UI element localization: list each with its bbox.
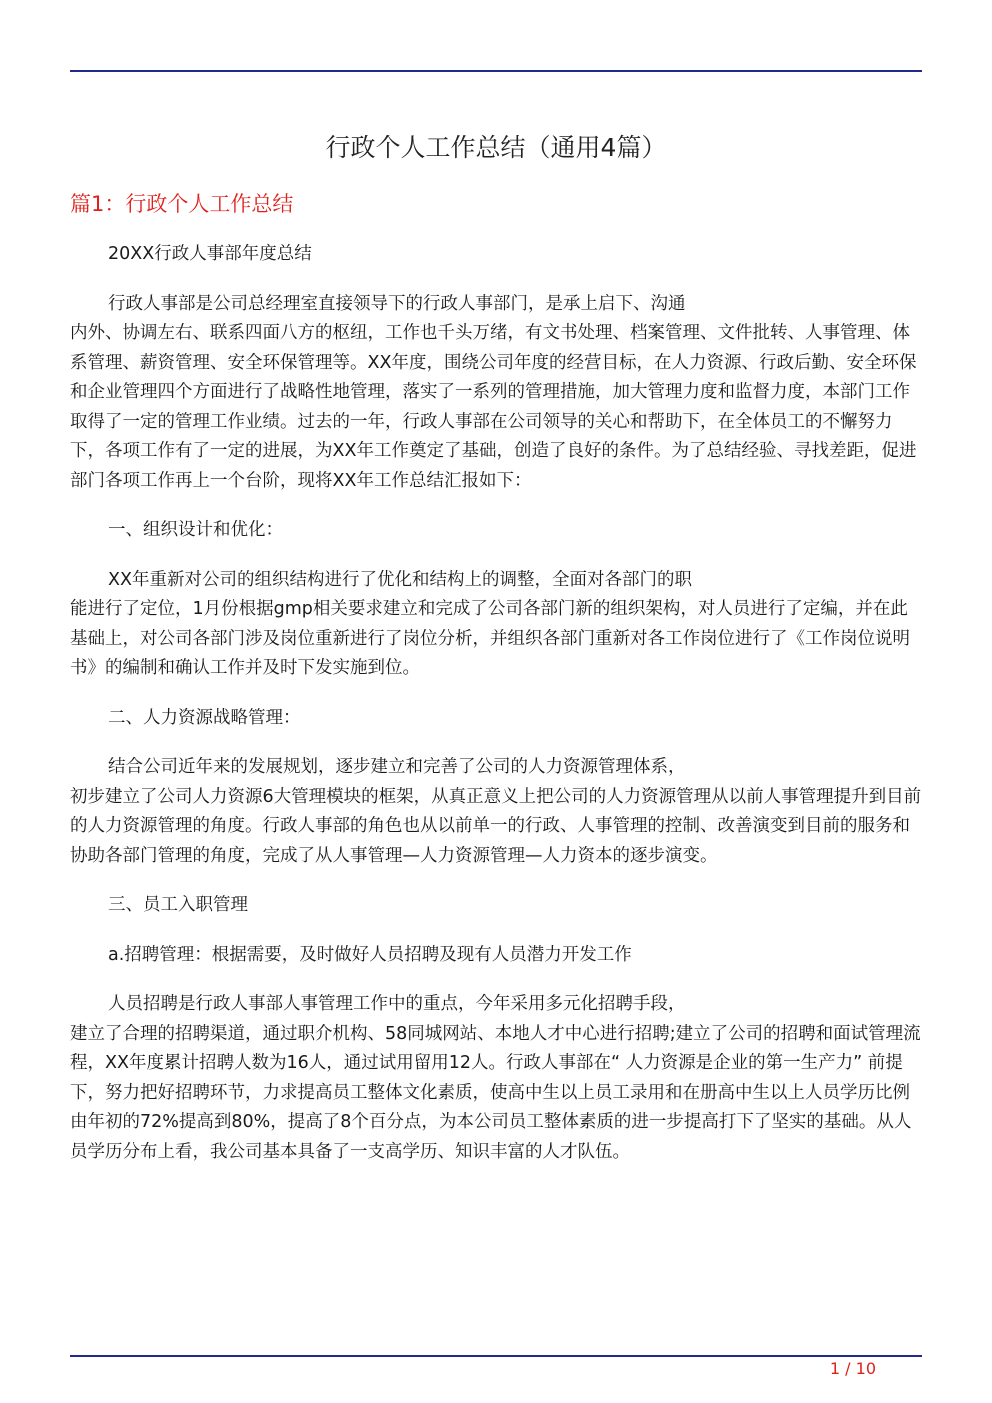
- paragraph-first-line: 三、员工入职管理: [108, 895, 248, 915]
- paragraph-text: 建立了合理的招聘渠道，通过职介机构、58同城网站、本地人才中心进行招聘;建立了公司的招聘和面试管理流程，XX年度累计招聘人数为16人，通过试用留用12人。行政人事部在“ 人力资源是企业的第一生产力” 前提下，努力把好招聘环节，力求提高员工整体文化素质，使高中生以上员工录用和在册高中生以上人员学历比例由年初的72%提高到80%，提高了8个百分点，为本公司员工整体素质的进一步提高打下了坚实的基础。从人员学历分布上看，我公司基本具备了一支高学历、知识丰富的人才队伍。: [70, 1023, 921, 1162]
- paragraph: [70, 941, 922, 971]
- paragraph-text: 内外、协调左右、联系四面八方的枢纽，工作也千头万绪，有文书处理、档案管理、文件批转、人事管理、体系管理、薪资管理、安全环保管理等。XX年度，围绕公司年度的经营目标，在人力资源、行政后勤、安全环保和企业管理四个方面进行了战略性地管理，落实了一系列的管理措施，加大管理力度和监督力度，本部门工作取得了一定的管理工作业绩。过去的一年，行政人事部在公司领导的关心和帮助下，在全体员工的不懈努力下，各项工作有了一定的进展，为XX年工作奠定了基础，创造了良好的条件。为了总结经验、寻找差距，促进部门各项工作再上一个台阶，现将XX年工作总结汇报如下：: [70, 323, 917, 491]
- paragraph: [70, 566, 922, 684]
- document-body: [70, 240, 922, 1187]
- paragraph: [70, 240, 922, 270]
- paragraph-first-line: 行政人事部是公司总经理室直接领导下的行政人事部门，是承上启下、沟通: [108, 293, 686, 314]
- paragraph-first-line: 人员招聘是行政人事部人事管理工作中的重点，今年采用多元化招聘手段，: [108, 994, 686, 1014]
- paragraph: [70, 891, 922, 921]
- footer-rule: [70, 1355, 922, 1357]
- paragraph-first-line: 结合公司近年来的发展规划，逐步建立和完善了公司的人力资源管理体系，: [108, 757, 686, 777]
- paragraph-first-line: 二、人力资源战略管理：: [108, 707, 301, 728]
- paragraph: [70, 290, 922, 497]
- paragraph-first-line: XX年重新对公司的组织结构进行了优化和结构上的调整，全面对各部门的职: [108, 569, 692, 590]
- paragraph-first-line: 20XX行政人事部年度总结: [108, 244, 312, 264]
- paragraph-first-line: a.招聘管理：根据需要，及时做好人员招聘及现有人员潜力开发工作: [108, 944, 632, 965]
- paragraph-text: 初步建立了公司人力资源6大管理模块的框架，从真正意义上把公司的人力资源管理从以前人事管理提升到目前的人力资源管理的角度。行政人事部的角色也从以前单一的行政、人事管理的控制、改善演变到目前的服务和协助各部门管理的角度，完成了从人事管理—人力资源管理—人力资本的逐步演变。: [70, 786, 922, 866]
- paragraph: [70, 704, 922, 734]
- header-rule: [70, 70, 922, 72]
- paragraph-first-line: 一、组织设计和优化：: [108, 520, 283, 540]
- page-number: 1 / 10: [829, 1359, 876, 1378]
- section-heading: 篇1：行政个人工作总结: [70, 192, 294, 216]
- paragraph-text: 能进行了定位，1月份根据gmp相关要求建立和完成了公司各部门新的组织架构，对人员进行了定编，并在此基础上，对公司各部门涉及岗位重新进行了岗位分析，并组织各部门重新对各工作岗位进行了《工作岗位说明书》的编制和确认工作并及时下发实施到位。: [70, 599, 910, 678]
- document-title: 行政个人工作总结（通用4篇）: [325, 133, 667, 162]
- paragraph: [70, 753, 922, 871]
- paragraph: [70, 516, 922, 546]
- paragraph: [70, 990, 922, 1167]
